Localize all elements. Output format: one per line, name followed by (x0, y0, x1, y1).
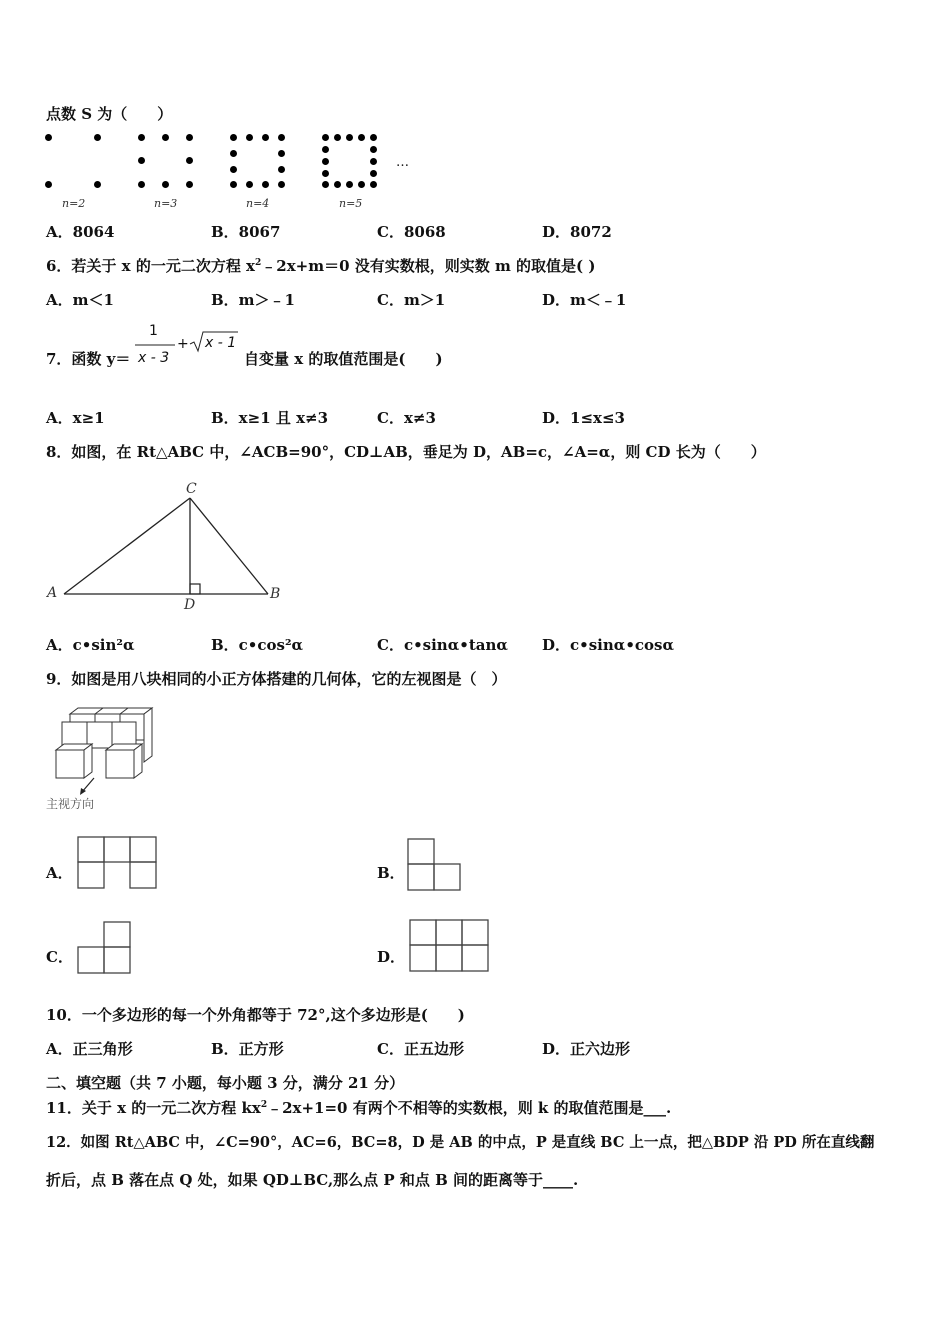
q9-option-b-letter[interactable]: B． (377, 864, 405, 882)
cube-stack-figure (50, 706, 160, 801)
q7-suffix: 自变量 x 的取值范围是( ) (244, 350, 443, 368)
q5-option-c[interactable]: C．8068 (377, 223, 446, 241)
q10-option-c[interactable]: C．正五边形 (377, 1040, 464, 1058)
label-n2: n=2 (62, 197, 86, 210)
q5-option-b[interactable]: B．8067 (211, 223, 281, 241)
q7-option-d[interactable]: D．1≤x≤3 (542, 409, 625, 427)
q12-line-1: 12．如图 Rt△ABC 中，∠C=90°，AC=6，BC=8，D 是 AB 的中点，P 是直线 BC 上一点，把△BDP 沿 PD 所在直线翻 (46, 1134, 875, 1151)
q10-option-a[interactable]: A．正三角形 (46, 1040, 133, 1058)
q7-frac-bar (135, 344, 175, 346)
q9-question: 9．如图是用八块相同的小正方体搭建的几何体，它的左视图是（ ） (46, 670, 507, 688)
triangle-figure (40, 478, 290, 618)
vertex-c-label: C (186, 481, 197, 497)
q10-option-d[interactable]: D．正六边形 (542, 1040, 631, 1058)
label-n5: n=5 (339, 197, 363, 210)
q7-option-c[interactable]: C．x≠3 (377, 409, 436, 427)
q7-frac-denominator: x - 3 (138, 350, 170, 366)
q6-option-c[interactable]: C．m＞1 (377, 291, 446, 309)
q12-line-2: 折后，点 B 落在点 Q 处，如果 QD⊥BC,那么点 P 和点 B 间的距离等于____. (46, 1171, 579, 1189)
q6-option-a[interactable]: A．m＜1 (46, 291, 114, 309)
q7-plus: + (177, 336, 189, 352)
q6-option-d[interactable]: D．m＜﹣1 (542, 291, 627, 309)
ellipsis: … (396, 155, 409, 170)
label-n4: n=4 (246, 197, 270, 210)
q11-question: 11．关于 x 的一元二次方程 $kx^2﹣2x+1=0$ 有两个不相等的实数根，则 k 的取值范围是___. (46, 1099, 672, 1117)
q8-option-a[interactable]: A．c•sin²α (46, 636, 135, 654)
q7-sqrt-content: x - 1 (205, 335, 237, 351)
section-2-title: 二、填空题（共 7 小题，每小题 3 分，满分 21 分） (46, 1074, 405, 1092)
q7-option-b[interactable]: B．x≥1 且 x≠3 (211, 409, 329, 427)
q10-question: 10．一个多边形的每一个外角都等于 72°,这个多边形是( ) (46, 1006, 465, 1024)
view-direction-label: 主视方向 (46, 797, 95, 811)
q9-option-c-figure[interactable] (77, 921, 133, 975)
vertex-a-label: A (47, 585, 58, 601)
label-n3: n=3 (154, 197, 178, 210)
q8-question: 8．如图，在 Rt△ABC 中，∠ACB=90°，CD⊥AB，垂足为 D，AB=c，∠A=α，则 CD 长为（ ） (46, 443, 766, 461)
q7-frac-numerator: 1 (149, 323, 158, 339)
vertex-d-label: D (184, 597, 196, 613)
q8-option-c[interactable]: C．c•sinα•tanα (377, 636, 508, 654)
q9-option-d-letter[interactable]: D． (377, 948, 406, 966)
q5-option-a[interactable]: A．8064 (46, 223, 115, 241)
q7-option-a[interactable]: A．x≥1 (46, 409, 105, 427)
q5-option-d[interactable]: D．8072 (542, 223, 612, 241)
q9-option-c-letter[interactable]: C． (46, 948, 73, 966)
q6-option-b[interactable]: B．m＞﹣1 (211, 291, 295, 309)
q9-option-b-figure[interactable] (407, 838, 463, 892)
vertex-b-label: B (270, 586, 281, 602)
q10-option-b[interactable]: B．正方形 (211, 1040, 284, 1058)
q7-prefix: 7．函数 y＝ (46, 350, 131, 368)
q8-option-d[interactable]: D．c•sinα•cosα (542, 636, 675, 654)
q9-option-d-figure[interactable] (409, 919, 491, 973)
q9-option-a-figure[interactable] (77, 836, 157, 890)
q5-header: 点数 S 为（ ） (46, 105, 173, 123)
q8-option-b[interactable]: B．c•cos²α (211, 636, 304, 654)
q6-question: 6．若关于 x 的一元二次方程 $x^2﹣2x+m=0$ 没有实数根，则实数 m 的取值是( ) (46, 257, 596, 275)
q9-option-a-letter[interactable]: A． (46, 864, 73, 882)
